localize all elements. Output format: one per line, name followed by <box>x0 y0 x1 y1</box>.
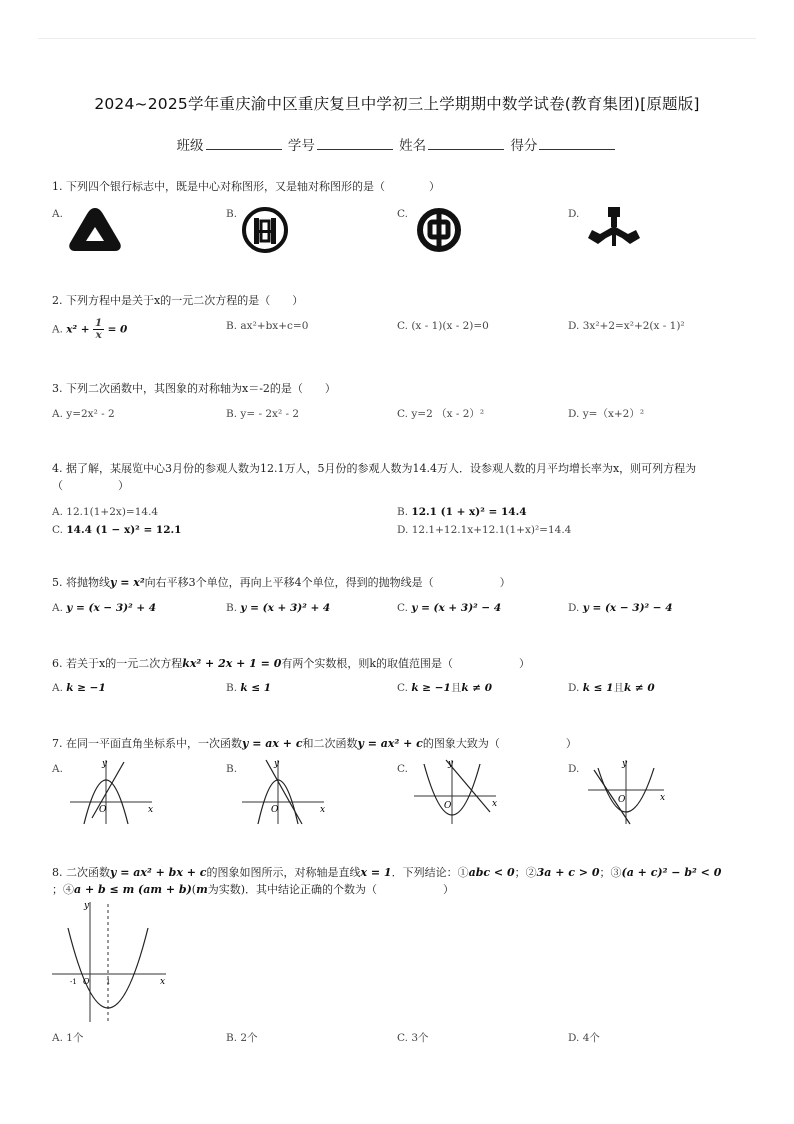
stem-math: y = ax² + bx + c <box>110 866 207 879</box>
option-b: B. ax²+bx+c=0 <box>226 320 309 332</box>
fraction-numerator: 1 <box>94 317 103 329</box>
option-b-math: k ≤ 1 <box>240 682 272 694</box>
option-a-math: k ≥ −1 <box>66 682 106 694</box>
origin-label: O <box>99 805 107 815</box>
conjunction: 且 <box>450 682 462 694</box>
question-stem: 和二次函数 <box>302 737 358 750</box>
option-c-math: 14.4 (1 − x)² = 12.1 <box>66 524 182 536</box>
option-d: D. 4个 <box>568 1032 600 1044</box>
option-d: D. y=（x+2）² <box>568 408 645 420</box>
question-5 <box>52 574 511 591</box>
option-b: B. 2个 <box>226 1032 258 1044</box>
question-stem: 的图象大致为（ ） <box>422 737 577 750</box>
option-d-label: D. <box>568 763 580 775</box>
origin-label: O <box>83 977 90 986</box>
option-b-label: B. <box>226 682 238 694</box>
option-c <box>397 680 492 696</box>
option-b <box>226 680 271 696</box>
question-stem: 下列四个银行标志中，既是中心对称图形，又是轴对称图形的是（ ） <box>66 180 440 193</box>
question-4 <box>52 460 744 494</box>
bank-logo-c-icon <box>414 206 464 254</box>
question-stem: 有两个实数根，则k的取值范围是（ ） <box>281 657 531 670</box>
class-label: 班级 <box>176 138 204 154</box>
name-label: 姓名 <box>399 138 427 154</box>
option-b-math: 12.1 (1 + x)² = 14.4 <box>411 506 527 518</box>
question-number: 8. <box>52 866 63 879</box>
question-6 <box>52 655 530 672</box>
option-c: C. 3个 <box>397 1032 429 1044</box>
fraction-denominator: x <box>95 329 102 341</box>
one-label: 1 <box>106 978 111 986</box>
option-c-label: C. <box>397 208 408 220</box>
option-a <box>52 318 127 341</box>
question-stem: 将抛物线 <box>66 576 110 589</box>
question-number: 4. <box>52 462 63 475</box>
stem-math: y = ax + c <box>242 737 303 750</box>
option-a <box>52 600 156 616</box>
option-b: B. y= - 2x² - 2 <box>226 408 300 420</box>
x-axis-label: x <box>320 805 326 815</box>
question-stem: 在同一平面直角坐标系中，一次函数 <box>66 737 242 750</box>
option-a <box>52 680 106 696</box>
question-number: 1. <box>52 180 63 193</box>
student-info-line <box>0 134 794 154</box>
stem-math: abc < 0 <box>468 866 515 879</box>
question-stem: 二次函数 <box>66 866 110 879</box>
option-b-label: B. <box>397 506 409 518</box>
option-a: A. 12.1(1+2x)=14.4 <box>52 506 159 518</box>
option-d <box>568 680 655 696</box>
top-divider <box>38 38 756 39</box>
question-number: 2. <box>52 294 63 307</box>
page-title: 2024~2025学年重庆渝中区重庆复旦中学初三上学期期中数学试卷(教育集团)[原题版] <box>94 95 700 113</box>
origin-label: O <box>271 805 279 815</box>
option-c <box>397 600 501 616</box>
option-a-math-part: = 0 <box>107 323 128 336</box>
option-a: A. y=2x² - 2 <box>52 408 115 420</box>
graph-a <box>66 756 158 826</box>
y-axis-label: y <box>84 901 90 911</box>
stem-math: (a + c)² − b² < 0 <box>621 866 722 879</box>
option-a-math: y = (x − 3)² + 4 <box>66 602 157 614</box>
option-d-label: D. <box>568 682 580 694</box>
score-label: 得分 <box>510 138 538 154</box>
question-stem: 下列方程中是关于x的一元二次方程的是（ ） <box>66 294 304 307</box>
question-stem: ．下列结论：① <box>391 866 469 879</box>
option-c-label: C. <box>397 682 408 694</box>
option-b-label: B. <box>226 763 238 775</box>
option-d-label: D. <box>568 208 580 220</box>
question-stem: 的图象如图所示，对称轴是直线 <box>206 866 361 879</box>
option-a-label: A. <box>52 602 63 614</box>
y-axis-label: y <box>274 759 280 769</box>
stem-math: kx² + 2x + 1 = 0 <box>182 657 282 670</box>
stem-math: x = 1 <box>360 866 392 879</box>
option-b-label: B. <box>226 208 238 220</box>
id-label: 学号 <box>287 138 315 154</box>
question-number: 6. <box>52 657 63 670</box>
option-d: D. 3x²+2=x²+2(x - 1)² <box>568 320 685 332</box>
option-a-label: A. <box>52 763 63 775</box>
question-stem: ；④ <box>52 883 74 896</box>
option-b <box>226 600 330 616</box>
option-d <box>568 600 673 616</box>
y-axis-label: y <box>622 759 628 769</box>
option-b-label: B. <box>226 602 238 614</box>
option-d-math: y = (x − 3)² − 4 <box>582 602 673 614</box>
stem-math: y = ax² + c <box>357 737 423 750</box>
bank-logo-a-icon <box>66 205 124 253</box>
option-c: C. (x - 1)(x - 2)=0 <box>397 320 489 332</box>
bank-logo-b-icon <box>240 206 290 254</box>
question-stem: 为实数)．其中结论正确的个数为（ ） <box>207 883 455 896</box>
graph-c <box>410 756 502 826</box>
option-b <box>397 504 527 520</box>
option-c: C. y=2 （x - 2）² <box>397 408 485 420</box>
question-1 <box>52 178 440 195</box>
option-a: A. 1个 <box>52 1032 84 1044</box>
score-blank[interactable] <box>539 137 615 150</box>
line-graph <box>92 762 124 818</box>
id-blank[interactable] <box>317 137 393 150</box>
graph-b <box>238 756 330 826</box>
question-number: 7. <box>52 737 63 750</box>
option-c-label: C. <box>397 763 408 775</box>
question-stem: 若关于x的一元二次方程 <box>66 657 183 670</box>
question-number: 3. <box>52 382 63 395</box>
x-axis-label: x <box>160 977 166 987</box>
x-axis-label: x <box>492 799 498 809</box>
option-c-math: y = (x + 3)² − 4 <box>411 602 502 614</box>
q8-graph <box>50 898 170 1024</box>
option-a-label: A. <box>52 323 63 336</box>
option-c-math: k ≠ 0 <box>461 682 493 694</box>
fraction <box>93 318 104 341</box>
stem-math: m <box>196 883 208 896</box>
stem-math: 3a + c > 0 <box>536 866 600 879</box>
question-stem: ( <box>191 883 197 896</box>
option-d-math: k ≠ 0 <box>623 682 655 694</box>
bank-logo-d-icon <box>586 204 642 252</box>
option-d-label: D. <box>568 602 580 614</box>
question-7 <box>52 735 577 752</box>
y-axis-label: y <box>448 759 454 769</box>
question-stem: ；③ <box>599 866 622 879</box>
x-axis-label: x <box>660 793 666 803</box>
neg-one-label: -1 <box>70 978 77 986</box>
option-c-math: k ≥ −1 <box>411 682 451 694</box>
question-8 <box>52 864 752 898</box>
question-stem: ；② <box>514 866 537 879</box>
option-d-math: k ≤ 1 <box>582 682 614 694</box>
question-2 <box>52 292 303 309</box>
option-a-label: A. <box>52 682 63 694</box>
graph-d <box>584 756 676 826</box>
x-axis-label: x <box>148 805 154 815</box>
question-stem: 向右平移3个单位，再向上平移4个单位，得到的抛物线是（ ） <box>144 576 511 589</box>
conjunction: 且 <box>613 682 624 694</box>
question-stem: 据了解，某展览中心3月份的参观人数为12.1万人，5月份的参观人数为14.4万人．设参观人数的月平均增长率为x，则可列方程为（ ） <box>52 462 697 492</box>
option-a-math-part: x² + <box>66 323 90 336</box>
option-c-label: C. <box>397 602 408 614</box>
origin-label: O <box>444 801 452 811</box>
option-b-math: y = (x + 3)² + 4 <box>240 602 331 614</box>
class-blank[interactable] <box>206 137 282 150</box>
option-d: D. 12.1+12.1x+12.1(1+x)²=14.4 <box>397 524 572 536</box>
y-axis-label: y <box>102 759 108 769</box>
stem-math: a + b ≤ m (am + b) <box>74 883 192 896</box>
question-stem: 下列二次函数中，其图象的对称轴为x＝-2的是（ ） <box>66 382 336 395</box>
name-blank[interactable] <box>428 137 504 150</box>
option-a-label: A. <box>52 208 63 220</box>
stem-math: y = x² <box>110 576 145 589</box>
question-3 <box>52 380 336 397</box>
origin-label: O <box>618 795 626 805</box>
option-c-label: C. <box>52 524 63 536</box>
option-c <box>52 522 181 538</box>
question-number: 5. <box>52 576 63 589</box>
